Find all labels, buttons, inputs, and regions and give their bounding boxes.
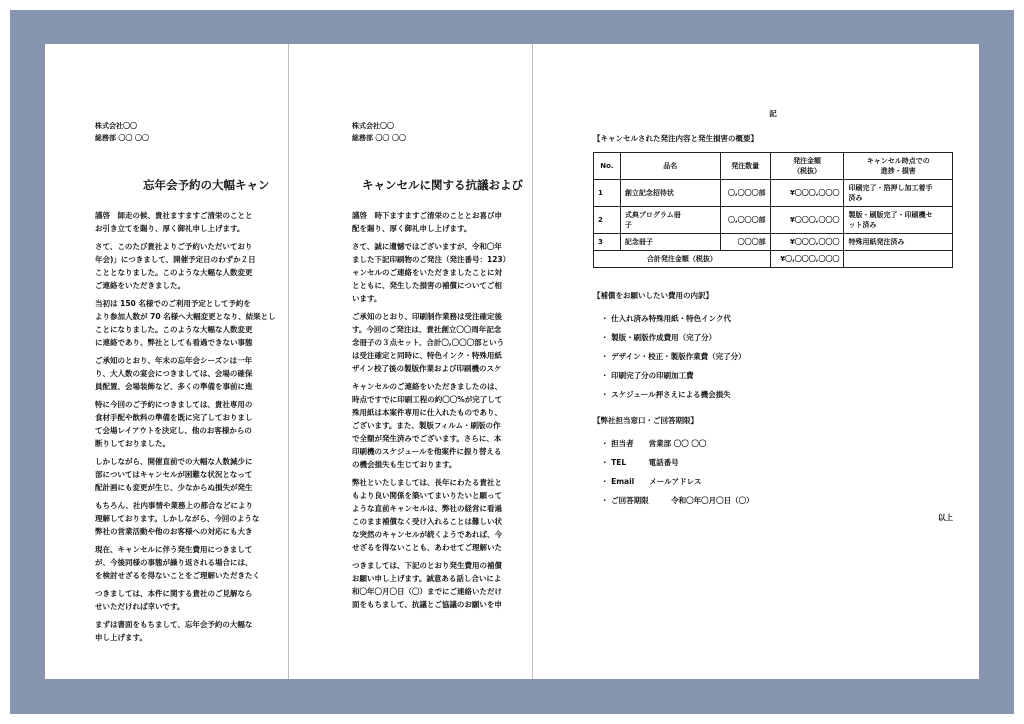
table-cell: 創立記念招待状: [620, 180, 720, 207]
column-header: 発注数量: [720, 153, 770, 180]
sender-department: 総務部 〇〇 〇〇: [95, 134, 149, 142]
paragraph: さて、このたび貴社よりご予約いただいており 年会)」につきまして、開催予定日のわずか２日 こととなりました。このような大幅な人数変更 ご連絡をいただきました。: [95, 242, 256, 290]
table-cell: 製版・刷版完了・印刷機セ ット済み: [844, 207, 953, 234]
sender-department: 総務部 〇〇 〇〇: [352, 134, 406, 142]
sender-company: 株式会社〇〇: [352, 122, 394, 130]
paragraph: 特に今回のご予約につきましては、貴社専用の 食材手配や飲料の準備を既に完了しておりまし て会場レイアウトを決定し、他のお客様からの 断りしておりました。: [95, 400, 253, 448]
sender-company: 株式会社〇〇: [95, 122, 137, 130]
contact-list: [593, 438, 953, 507]
paragraph: キャンセルのご連絡をいただきましたのは、 時点ですでに印刷工程の約〇〇%が完了して 殊用紙は本案件専用に仕入れたものであり、 ございます。また、製版フィルム・刷版の作 で全額が発生済みでございます。さらに、本 印刷機のスケジュールを他案件に振り替える の機会損失も生じております。: [352, 382, 503, 469]
contact-line: ・ ご回答期限 令和〇年〇月〇日（〇）: [601, 496, 754, 505]
table-cell: 2: [594, 207, 621, 234]
column-header: キャンセル時点での 進捗・損害: [844, 153, 953, 180]
order-table: [593, 152, 953, 268]
paragraph: しかしながら、開催直前での大幅な人数減少に 部についてはキャンセルが困難な状況となって 配計画にも変更が生じ、少なからぬ損失が発生: [95, 457, 253, 492]
paragraph: ご承知のとおり、年末の忘年会シーズンは一年 り、大人数の宴会につきましては、会場の確保 員配置、会場装飾など、多くの準備を事前に進: [95, 356, 253, 391]
paragraph: つきましては、本件に関する貴社のご見解なら せいただければ幸いです。: [95, 589, 253, 611]
cost-list: [593, 313, 953, 401]
list-item: ・ 仕入れ済み特殊用紙・特色インク代: [601, 314, 731, 323]
list-item: ・ 製版・刷版作成費用（完了分）: [601, 333, 717, 342]
paragraph: さて、誠に遺憾ではございますが、令和〇年 ました下記印刷物のご発注（発注番号：123） ャンセルのご連絡をいただきましたことに対 とともに、発生した損害の補償についてご相 います。: [352, 242, 511, 303]
list-item: ・ 印刷完了分の印刷加工費: [601, 371, 694, 380]
contact-line: ・ 担当者 営業部 〇〇 〇〇: [601, 439, 707, 448]
table-cell: 1: [594, 180, 621, 207]
table-cell: ¥〇〇〇,〇〇〇: [770, 207, 844, 234]
paragraph: つきましては、下記のとおり発生費用の補償 お願い申し上げます。誠意ある話し合いによ 和〇年〇月〇日（〇）までにご連絡いただけ 面をもちまして、抗議とご協議のお願いを申: [352, 561, 502, 609]
contact-line: ・ Email メールアドレス: [601, 477, 702, 486]
body-text: [95, 209, 288, 644]
total-label: 合計発注金額（税抜）: [594, 251, 771, 268]
table-total-row: [594, 251, 953, 268]
table-cell: ¥〇〇〇,〇〇〇: [770, 234, 844, 251]
column-header: 発注金額 （税抜）: [770, 153, 844, 180]
contact-line: ・ TEL 電話番号: [601, 458, 679, 467]
body-text: [352, 209, 532, 611]
table-cell: 〇〇〇部: [720, 234, 770, 251]
table-cell: ¥〇〇〇,〇〇〇: [770, 180, 844, 207]
total-value: ¥〇,〇〇〇,〇〇〇: [770, 251, 844, 268]
paragraph: 当初は 150 名様でのご利用予定として予約を より参加人数が 70 名様へ大幅変更となり、結果とし ことになりました。このような大幅な人数変更 に連絡であり、弊社としても看過できない事態: [95, 299, 276, 347]
ki-heading: 記: [769, 109, 777, 118]
cost-heading: 【補償をお願いしたい費用の内訳】: [593, 291, 713, 300]
table-row: [594, 207, 953, 234]
document-title: 忘年会予約の大幅キャン: [143, 178, 270, 192]
closing-ijo: 以上: [938, 513, 953, 522]
table-header-row: [594, 153, 953, 180]
table-cell: 式典プログラム冊 子: [620, 207, 720, 234]
table-cell: 特殊用紙発注済み: [844, 234, 953, 251]
paragraph: 弊社といたしましては、長年にわたる貴社と もより良い関係を築いてまいりたいと願って ような直前キャンセルは、弊社の経営に看過 このまま補償なく受け入れることは難しい状 な突然のキャンセルが続くようであれば、今 せざるを得ないことも、あわせてご理解いた: [352, 478, 502, 552]
document-title: キャンセルに関する抗議および: [362, 178, 523, 192]
list-item: ・ デザイン・校正・製版作業費（完了分）: [601, 352, 746, 361]
table-heading: 【キャンセルされた発注内容と発生損害の概要】: [593, 134, 758, 143]
paragraph: 謹啓 時下ますますご清栄のこととお喜び申 配を賜り、厚く御礼申し上げます。: [352, 211, 502, 233]
table-row: [594, 234, 953, 251]
paragraph: 現在、キャンセルに伴う発生費用につきまして が、今後同様の事態が繰り返される場合には、 を検討せざるを得ないことをご理解いただきたく: [95, 545, 260, 580]
list-item: ・ スケジュール押さえによる機会損失: [601, 390, 731, 399]
table-cell: 印刷完了・箔押し加工着手 済み: [844, 180, 953, 207]
column-header: 品名: [620, 153, 720, 180]
contact-heading: 【弊社担当窓口・ご回答期限】: [593, 416, 698, 425]
paragraph: 謹啓 師走の候、貴社ますますご清栄のことと お引き立てを賜り、厚く御礼申し上げます。: [95, 211, 253, 233]
table-cell: 記念冊子: [620, 234, 720, 251]
table-cell: 3: [594, 234, 621, 251]
table-cell-empty: [844, 251, 953, 268]
table-cell: 〇,〇〇〇部: [720, 207, 770, 234]
document-page-3: [533, 44, 979, 679]
table-row: [594, 180, 953, 207]
table-cell: 〇,〇〇〇部: [720, 180, 770, 207]
document-page-2: [289, 44, 532, 679]
paragraph: もちろん、社内事情や業務上の都合などにより 理解しております。しかしながら、今回のような 弊社の営業活動や他のお客様への対応にも大き: [95, 501, 260, 536]
paragraph: ご承知のとおり、印刷制作業務は受注確定後 す。今回のご発注は、貴社創立〇〇周年記念 念冊子の３点セット、合計〇,〇〇〇部という は受注確定と同時に、特色インク・特殊用紙 ザイン校了後の製版作業および印刷機のスケ: [352, 312, 505, 373]
document-page-1: [45, 44, 288, 679]
paragraph: まずは書面をもちまして、忘年会予約の大幅な 申し上げます。: [95, 620, 253, 642]
column-header: No.: [594, 153, 621, 180]
